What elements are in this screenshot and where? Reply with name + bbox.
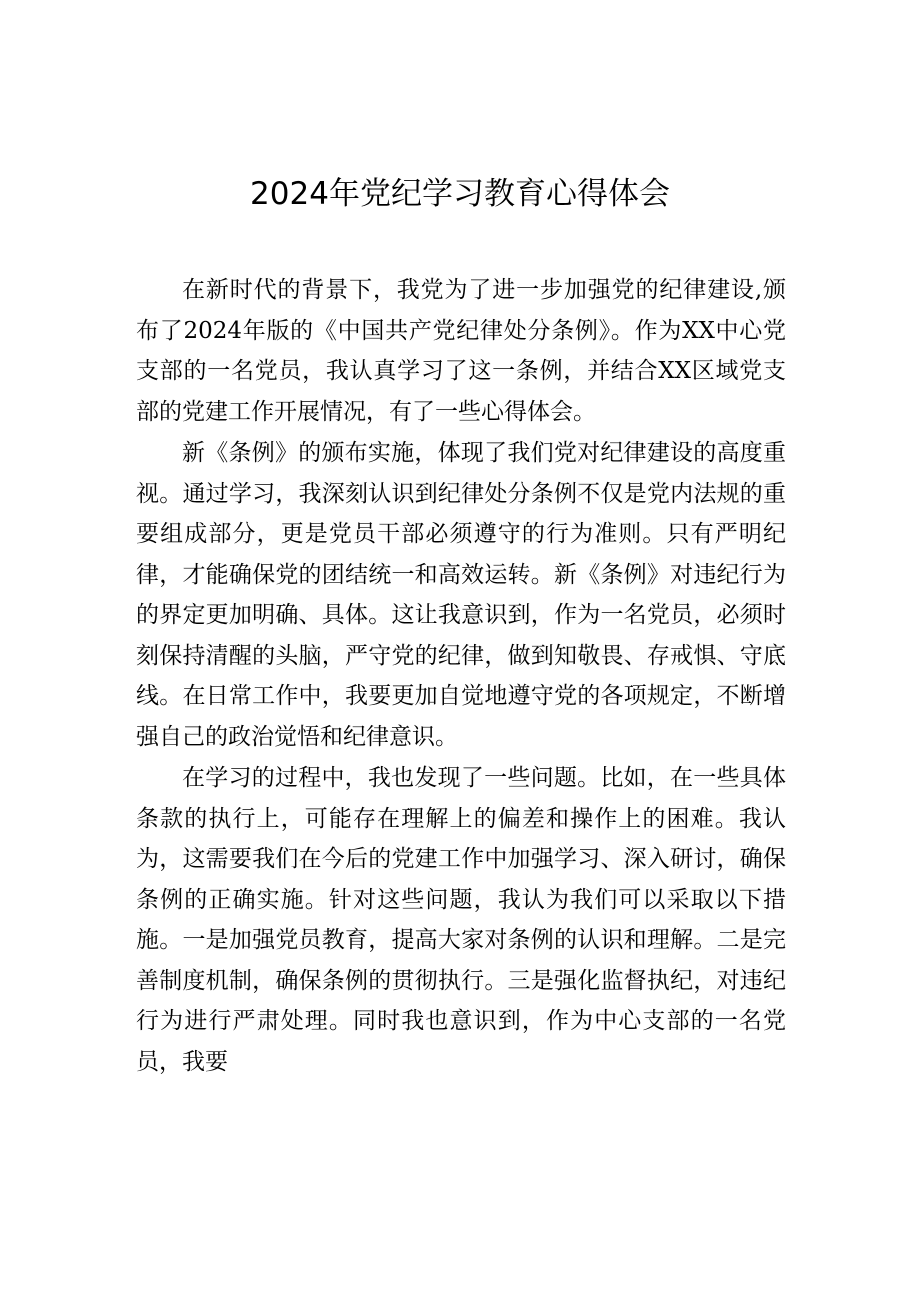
paragraph-2: 新《条例》的颁布实施，体现了我们党对纪律建设的高度重视。通过学习，我深刻认识到纪律处分条例不仅是党内法规的重要组成部分，更是党员干部必须遵守的行为准则。只有严明纪律，才能确保党的团结统一和高效运转。新《条例》对违纪行为的界定更加明确、具体。这让我意识到，作为一名党员，必须时刻保持清醒的头脑，严守党的纪律，做到知敬畏、存戒惧、守底线。在日常工作中，我要更加自觉地遵守党的各项规定，不断增强自己的政治觉悟和纪律意识。 (136, 440, 786, 750)
paragraph-3: 在学习的过程中，我也发现了一些问题。比如，在一些具体条款的执行上，可能存在理解上的偏差和操作上的困难。我认为，这需要我们在今后的党建工作中加强学习、深入研讨，确保条例的正确实施。针对这些问题，我认为我们可以采取以下措施。一是加强党员教育，提高大家对条例的认识和理解。二是完善制度机制，确保条例的贯彻执行。三是强化监督执纪，对违纪行为进行严肃处理。同时我也意识到，作为中心支部的一名党员，我要 (136, 765, 786, 1075)
document-title: 2024年党纪学习教育心得体会 (250, 176, 670, 212)
document-body (136, 270, 786, 1083)
paragraph-1: 在新时代的背景下，我党为了进一步加强党的纪律建设,颁布了2024年版的《中国共产党纪律处分条例》。作为XX中心党支部的一名党员，我认真学习了这一条例，并结合XX区域党支部的党建工作开展情况，有了一些心得体会。 (136, 277, 786, 425)
